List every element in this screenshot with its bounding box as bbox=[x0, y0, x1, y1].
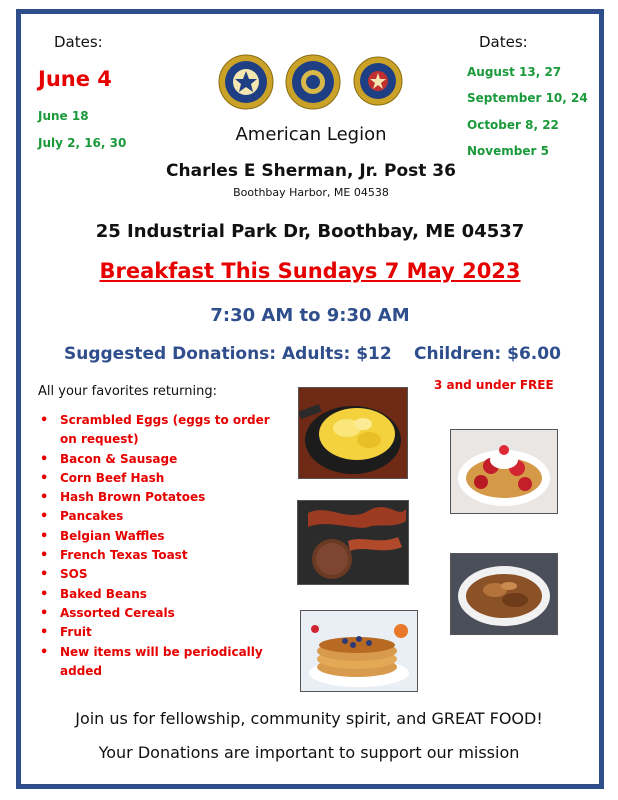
event-hours: 7:30 AM to 9:30 AM bbox=[210, 305, 410, 326]
post-town: Boothbay Harbor, ME 04538 bbox=[233, 186, 389, 199]
footer-line-2: Your Donations are important to support our mission bbox=[98, 743, 520, 762]
right-date-2: September 10, 24 bbox=[467, 91, 588, 105]
footer-line-1: Join us for fellowship, community spirit, and GREAT FOOD! bbox=[75, 709, 543, 728]
emblems bbox=[212, 52, 412, 122]
left-date-1: June 18 bbox=[38, 109, 89, 123]
free-note: 3 and under FREE bbox=[434, 378, 554, 392]
bacon-sausage-photo bbox=[297, 500, 409, 585]
event-headline: Breakfast This Sundays 7 May 2023 bbox=[99, 259, 521, 283]
featured-date: June 4 bbox=[38, 67, 112, 91]
french-toast-photo bbox=[450, 553, 558, 635]
org-name: American Legion bbox=[235, 124, 387, 145]
post-name: Charles E Sherman, Jr. Post 36 bbox=[166, 161, 456, 181]
menu-item: • Bacon & Sausage bbox=[38, 450, 278, 469]
menu-item: • Belgian Waffles bbox=[38, 527, 278, 546]
american-legion-emblems-icon bbox=[212, 52, 412, 122]
sons-emblem-icon bbox=[354, 57, 402, 105]
right-dates-label: Dates: bbox=[479, 33, 528, 51]
legion-emblem-icon bbox=[286, 55, 340, 109]
left-date-2: July 2, 16, 30 bbox=[38, 136, 127, 150]
menu-item: • Hash Brown Potatoes bbox=[38, 488, 278, 507]
menu-item: • French Texas Toast bbox=[38, 546, 278, 565]
right-date-3: October 8, 22 bbox=[467, 118, 559, 132]
menu-item: • SOS bbox=[38, 565, 278, 584]
menu-item: • Pancakes bbox=[38, 507, 278, 526]
auxiliary-emblem-icon bbox=[219, 55, 273, 109]
menu-list bbox=[38, 411, 278, 681]
left-dates-label: Dates: bbox=[54, 33, 103, 51]
event-address: 25 Industrial Park Dr, Boothbay, ME 04537 bbox=[95, 221, 525, 242]
menu-item: • Scrambled Eggs (eggs to order on request) bbox=[38, 411, 278, 450]
donation-children: Children: $6.00 bbox=[414, 344, 561, 364]
right-date-4: November 5 bbox=[467, 144, 549, 158]
menu-item: • Corn Beef Hash bbox=[38, 469, 278, 488]
menu-item: • New items will be periodically added bbox=[38, 643, 278, 682]
menu-intro: All your favorites returning: bbox=[38, 384, 217, 399]
menu-item: • Assorted Cereals bbox=[38, 604, 278, 623]
scrambled-eggs-photo bbox=[298, 387, 408, 479]
pancakes-photo bbox=[300, 610, 418, 692]
menu-item: • Fruit bbox=[38, 623, 278, 642]
right-date-1: August 13, 27 bbox=[467, 65, 562, 79]
donation-adults: Suggested Donations: Adults: $12 bbox=[64, 344, 392, 364]
waffle-photo bbox=[450, 429, 558, 514]
menu-item: • Baked Beans bbox=[38, 585, 278, 604]
